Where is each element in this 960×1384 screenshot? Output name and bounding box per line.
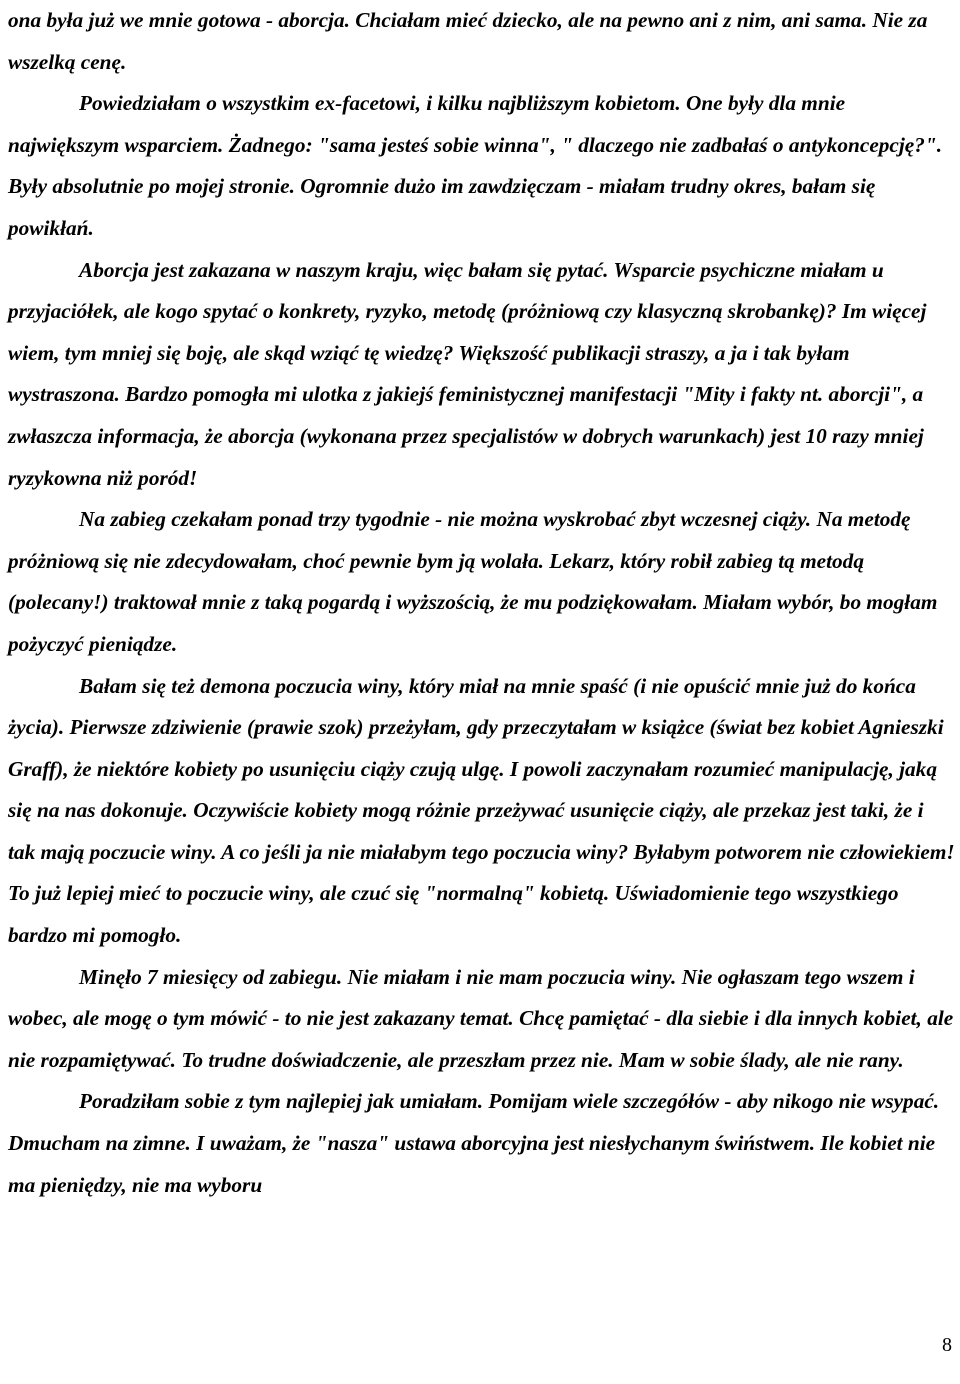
paragraph-3: Aborcja jest zakazana w naszym kraju, więc bałam się pytać. Wsparcie psychiczne miałam u przyjaciółek, ale kogo spytać o konkrety, ryzyko, metodę (próżniową czy klasyczną skrobankę)? Im więcej wiem, tym mniej się boję, ale skąd wziąć tę wiedzę? Większość publikacji straszy, a ja i tak byłam wystraszona. Bardzo pomogła mi ulotka z jakiejś feministycznej manifestacji "Mity i fakty nt. aborcji", a zwłaszcza informacja, że aborcja (wykonana przez specjalistów w dobrych warunkach) jest 10 razy mniej ryzykowna niż poród! [8, 257, 927, 490]
paragraph-4: Na zabieg czekałam ponad trzy tygodnie - nie można wyskrobać zbyt wczesnej ciąży. Na metodę próżniową się nie zdecydowałam, choć pewnie bym ją wolała. Lekarz, który robił zabieg tą metodą (polecany!) traktował mnie z taką pogardą i wyższością, że mu podziękowałam. Miałam wybór, bo mogłam pożyczyć pieniądze. [8, 507, 938, 656]
page-number: 8 [942, 1334, 952, 1356]
paragraph-2: Powiedziałam o wszystkim ex-facetowi, i kilku najbliższym kobietom. One były dla mnie największym wsparciem. Żadnego: "sama jesteś sobie winna", " dlaczego nie zadbałaś o antykoncepcję?". Były absolutnie po mojej stronie. Ogromnie dużo im zawdzięczam - miałam trudny okres, bałam się powikłań. [8, 91, 943, 240]
paragraph-1: ona była już we mnie gotowa - aborcja. Chciałam mieć dziecko, ale na pewno ani z nim, ani sama. Nie za wszelką cenę. [8, 8, 928, 74]
document-page [8, 0, 956, 1206]
paragraph-5: Bałam się też demona poczucia winy, który miał na mnie spaść (i nie opuścić mnie już do końca życia). Pierwsze zdziwienie (prawie szok) przeżyłam, gdy przeczytałam w książce (świat bez kobiet Agnieszki Graff), że niektóre kobiety po usunięciu ciąży czują ulgę. I powoli zaczynałam rozumieć manipulację, jaką się na nas dokonuje. Oczywiście kobiety mogą różnie przeżywać usunięcie ciąży, ale przekaz jest taki, że i tak mają poczucie winy. A co jeśli ja nie miałabym tego poczucia winy? Byłabym potworem nie człowiekiem! To już lepiej mieć to poczucie winy, ale czuć się "normalną" kobietą. Uświadomienie tego wszystkiego bardzo mi pomogło. [8, 673, 955, 948]
paragraph-6: Minęło 7 miesięcy od zabiegu. Nie miałam i nie mam poczucia winy. Nie ogłaszam tego wszem i wobec, ale mogę o tym mówić - to nie jest zakazany temat. Chcę pamiętać - dla siebie i dla innych kobiet, ale nie rozpamiętywać. To trudne doświadczenie, ale przeszłam przez nie. Mam w sobie ślady, ale nie rany. [8, 964, 954, 1072]
paragraph-7: Poradziłam sobie z tym najlepiej jak umiałam. Pomijam wiele szczegółów - aby nikogo nie wsypać. Dmucham na zimne. I uważam, że "nasza" ustawa aborcyjna jest niesłychanym świństwem. Ile kobiet nie ma pieniędzy, nie ma wyboru [8, 1089, 940, 1197]
